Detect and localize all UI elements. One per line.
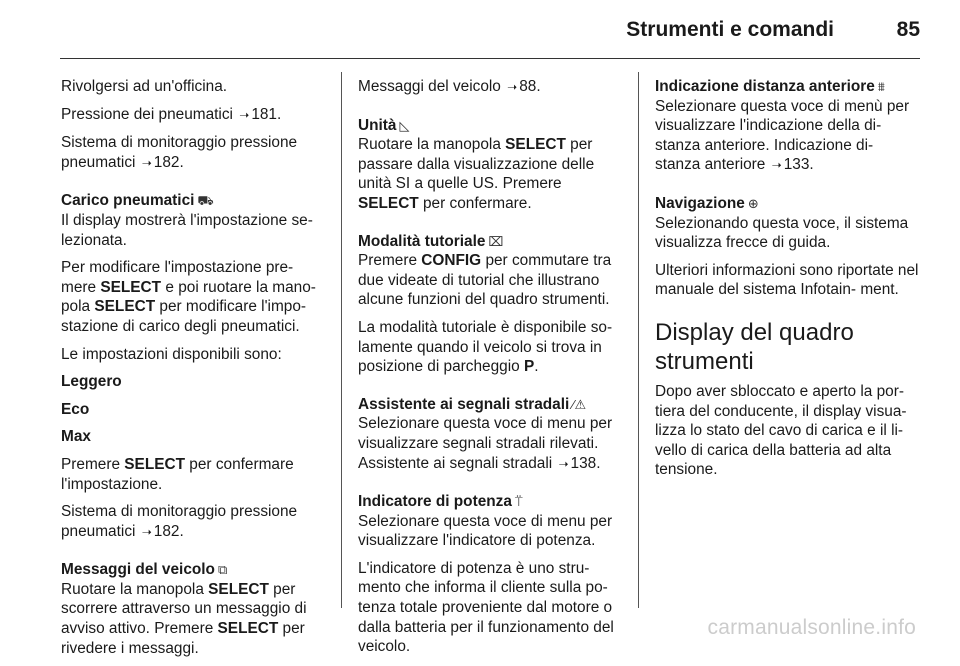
keyword: SELECT [208,580,269,598]
arrow-reference-icon: ➝ [239,107,250,122]
heading-text: Indicazione distanza anteriore [655,78,875,95]
text: per passare dalla visualizzazione delle unità SI a quelle US. Premere [358,136,595,193]
text: Pressione dei pneumatici [61,105,233,123]
paragraph [358,135,622,213]
column-3 [655,77,919,488]
paragraph [61,455,325,494]
text: per scorrere attraverso un messaggio di avviso attivo. Premere [61,580,307,638]
section-heading [358,116,622,136]
text: Per modificare l'impostazione pre- mere [61,259,294,296]
paragraph [358,77,622,98]
text: La modalità tutoriale è disponibile so- lamente quando il veicolo si trova in posizione di parcheggio [358,318,613,376]
page-ref[interactable]: 182. [153,153,184,171]
text: Premere [358,252,418,270]
keyword: SELECT [100,278,162,296]
text: per confermare l'impostazione. [61,455,294,493]
page-ref[interactable]: 133. [783,156,814,174]
paragraph [61,258,325,336]
paragraph [61,502,325,542]
option-item: Max [61,428,91,446]
column-2 [358,77,622,665]
column-1 [61,77,325,666]
text: Ruotare la manopola [358,136,501,154]
heading-text: Modalità tutoriale [358,232,486,250]
paragraph [655,97,919,176]
arrow-reference-icon: ➝ [507,80,518,94]
paragraph: Le impostazioni disponibili sono: [61,345,282,363]
keyword: SELECT [358,194,419,212]
tutorial-icon: ⌧ [488,233,504,249]
section-heading [358,232,622,252]
keyword: CONFIG [421,252,482,270]
heading-text: Messaggi del veicolo [61,561,215,579]
text: per confermare. [423,194,532,212]
paragraph: Selezionando questa voce, il sistema visualizza frecce di guida. [655,214,909,252]
heading-text: Navigazione [655,194,745,212]
text: Selezionare questa voce di menù per visualizzare l'indicazione della di- stanza anteriore. Indicazione di- stanza anteriore [655,97,910,174]
option-item: Leggero [61,373,122,391]
section-heading [358,395,622,415]
header-title: Strumenti e comandi [626,18,834,41]
text: Messaggi del veicolo [358,78,501,95]
paragraph [358,318,622,377]
paragraph: L'indicatore di potenza è uno stru- mento che informa il cliente sulla po- tenza totale proveniente dal motore o dalla batteria per il funzionamento del veicolo. [358,559,614,656]
tire-load-icon: ⛟ [197,193,214,209]
arrow-reference-icon: ➝ [771,158,782,173]
paragraph [61,580,325,658]
section-heading [61,560,325,580]
section-heading [655,77,919,97]
arrow-reference-icon: ➝ [558,456,569,471]
text: per rivedere i messaggi. [61,620,305,657]
column-divider [638,72,639,608]
keyword: SELECT [217,620,279,638]
page-ref[interactable]: 88. [519,78,541,95]
paragraph [61,105,325,126]
text: Premere [61,455,121,473]
keyword: SELECT [94,298,156,316]
paragraph [61,133,325,173]
keyword: P [524,358,535,376]
power-indicator-icon: ⍡ [514,494,523,510]
paragraph: Il display mostrerà l'impostazione se- lezionata. [61,211,313,249]
heading-text: Indicatore di potenza [358,493,512,511]
section-heading [358,492,622,512]
page-ref[interactable]: 138. [570,454,601,472]
text: per commutare tra due videate di tutorial che illustrano alcune funzioni del quadro strumenti. [358,252,612,309]
heading-text: Assistente ai segnali stradali [358,395,570,413]
following-distance-icon: ⩩ [877,79,885,94]
section-heading [655,194,919,214]
paragraph [358,251,622,310]
units-icon: ◺ [399,117,410,133]
vehicle-message-icon: ⧉ [217,562,228,578]
section-heading [61,191,325,211]
section-title: Display del quadro strumenti [655,318,854,375]
option-item: Eco [61,400,90,418]
keyword: SELECT [124,455,186,473]
text: Selezionare questa voce di menu per visualizzare segnali stradali rilevati. Assistente ai segnali stradali [358,415,613,472]
traffic-sign-icon: ⁄⚠ [572,396,587,412]
text: Sistema di monitoraggio pressione pneumatici [61,134,298,171]
heading-text: Carico pneumatici [61,192,195,210]
text: per modificare l'impo- stazione di carico degli pneumatici. [61,298,307,335]
paragraph: Selezionare questa voce di menu per visualizzare l'indicatore di potenza. [358,512,613,550]
page-number: 85 [896,18,920,41]
text: . [534,358,539,376]
text: e poi ruotare la mano- pola [61,278,316,316]
arrow-reference-icon: ➝ [141,155,152,170]
page-header [60,0,920,59]
paragraph: Ulteriori informazioni sono riportate nel manuale del sistema Infotain- ment. [655,261,919,299]
page-ref[interactable]: 181. [251,105,282,123]
watermark: carmanualsonline.info [707,616,916,639]
page-ref[interactable]: 182. [153,522,184,540]
paragraph [358,414,622,474]
paragraph: Rivolgersi ad un'officina. [61,78,228,95]
arrow-reference-icon: ➝ [141,524,152,539]
navigation-icon: ⊕ [747,195,759,211]
heading-text: Unità [358,116,397,134]
paragraph: Dopo aver sbloccato e aperto la por- tiera del conducente, il display visua- lizza lo stato del cavo di carica e il li- vello di carica della batteria ad alta tensione. [655,382,907,479]
keyword: SELECT [505,136,566,154]
text: Sistema di monitoraggio pressione pneumatici [61,503,298,540]
text: Ruotare la manopola [61,580,204,598]
column-divider [341,72,342,608]
